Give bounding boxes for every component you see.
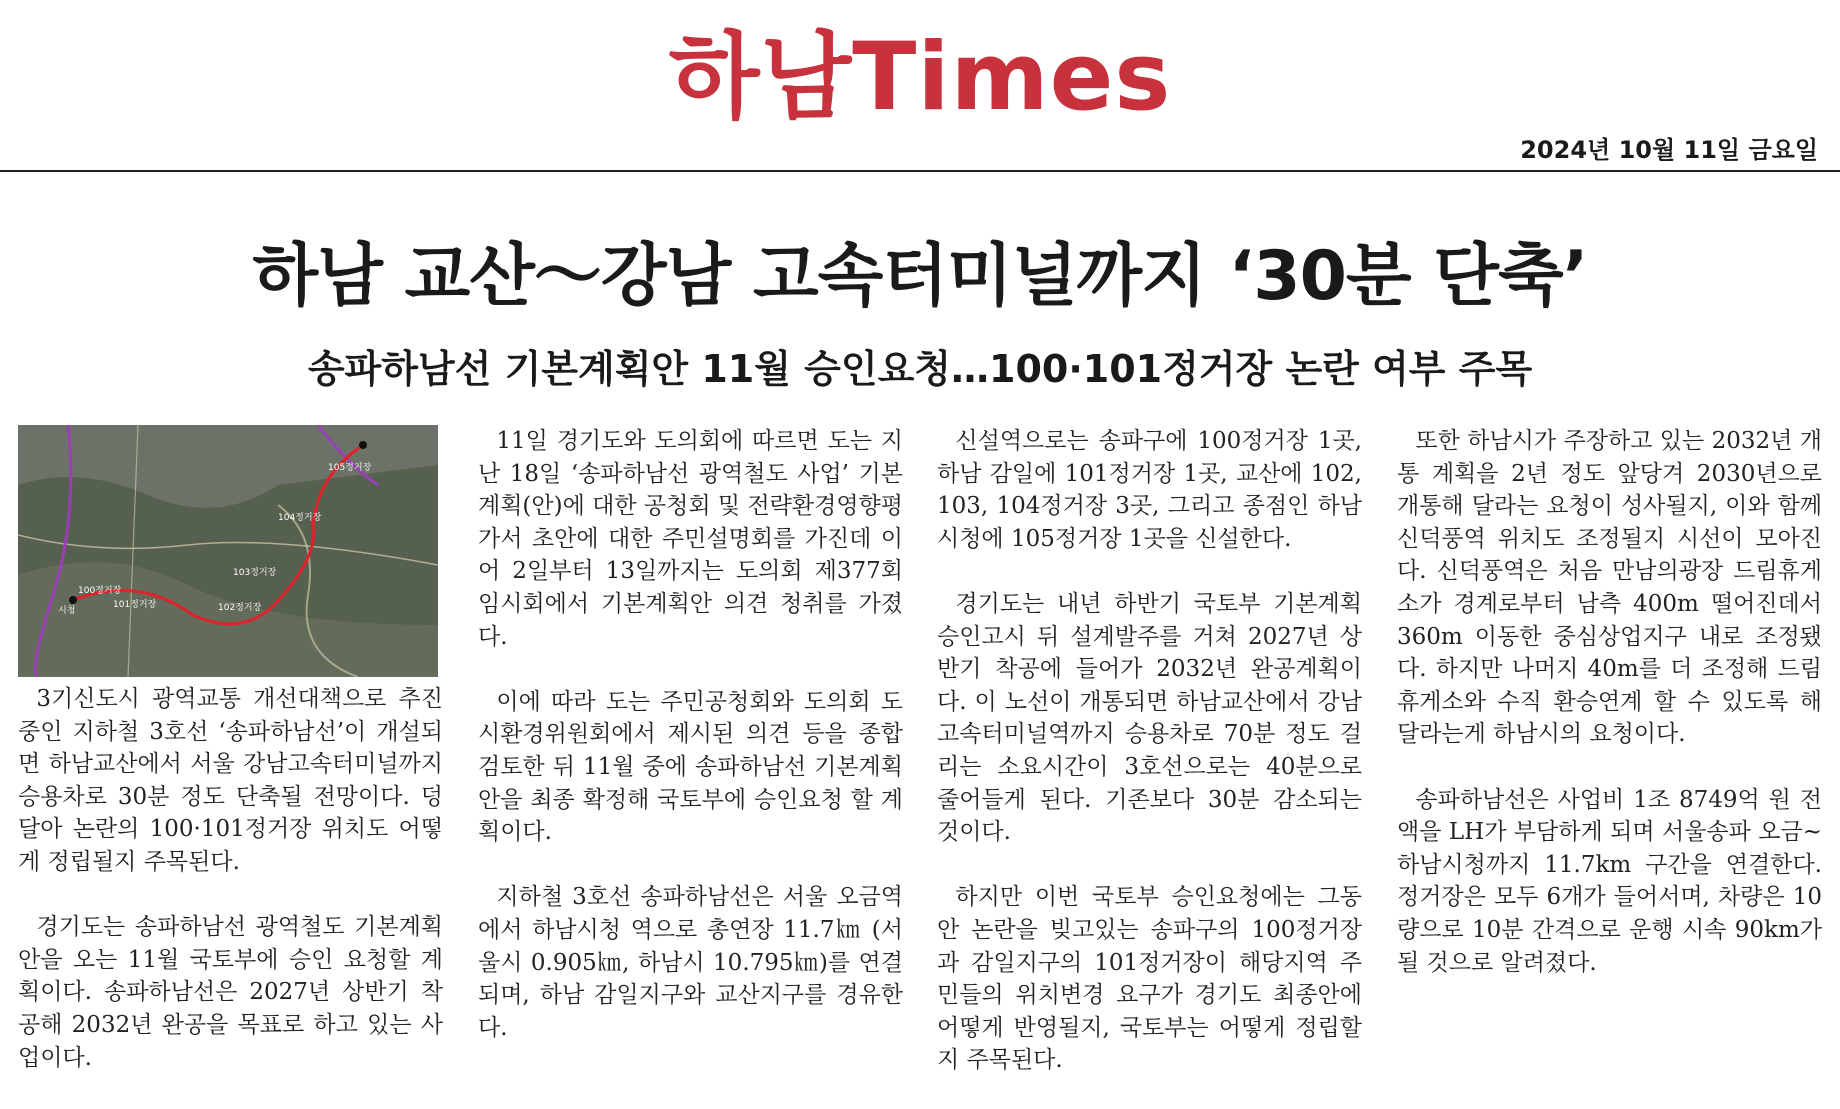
dateline: 2024년 10월 11일 금요일	[1520, 136, 1818, 164]
paragraph: 경기도는 내년 하반기 국토부 기본계획 승인고시 뒤 설계발주를 거쳐 2027년 상반기 착공에 들어가 2032년 완공계획이다. 이 노선이 개통되면 하남교산에서 강남고속터미널역까지 승용차로 70분 정도 걸리는 소요시간이 3호선으로는 40분으로 줄어들게 된다. 기존보다 30분 감소되는 것이다.	[937, 590, 1362, 846]
article-headline: 하남 교산～강남 고속터미널까지 ‘30분 단축’	[252, 237, 1588, 316]
article-column-2	[478, 425, 903, 1077]
paragraph: 또한 하남시가 주장하고 있는 2032년 개통 계획을 2년 정도 앞당겨 2030년으로 개통해 달라는 요청이 성사될지, 이와 함께 신덕풍역 위치도 조정될지 시선이 모아진다. 신덕풍역은 처음 만남의광장 드림휴게소가 경계로부터 남측 400m 떨어진데서 360m 이동한 중심상업지구 내로 조정됐다. 하지만 나머지 40m를 더 조정해 드림휴게소와 수직 환승연계 할 수 있도록 해 달라는게 하남시의 요청이다.	[1397, 428, 1822, 748]
article-column-3	[937, 425, 1362, 1109]
paragraph: 경기도는 송파하남선 광역철도 기본계획안을 오는 11월 국토부에 승인 요청할 계획이다. 송파하남선은 2027년 상반기 착공해 2032년 완공을 목표로 하고 있는 사업이다.	[18, 914, 443, 1071]
paragraph: 이에 따라 도는 주민공청회와 도의회 도시환경위원회에서 제시된 의견 등을 종합 검토한 뒤 11월 중에 송파하남선 기본계획안을 최종 확정해 국토부에 승인요청 할 계획이다.	[478, 688, 903, 846]
map-label: 103정거장	[233, 568, 277, 578]
masthead-title: 하남Times	[668, 23, 1172, 132]
station-dot	[359, 441, 367, 449]
map-label: 시청	[58, 606, 76, 616]
paragraph: 신설역으로는 송파구에 100정거장 1곳, 하남 감일에 101정거장 1곳, 교산에 102, 103, 104정거장 3곳, 그리고 종점인 하남시청에 105정거장 1곳을 신설한다.	[937, 428, 1362, 552]
map-label: 101정거장	[113, 600, 157, 610]
paragraph: 하지만 이번 국토부 승인요청에는 그동안 논란을 빚고있는 송파구의 100정거장과 감일지구의 101정거장이 해당지역 주민들의 위치변경 요구가 경기도 최종안에 어떻게 반영될지, 국토부는 어떻게 정립할지 주목된다.	[937, 884, 1362, 1074]
route-map-svg	[18, 425, 438, 677]
paragraph: 지하철 3호선 송파하남선은 서울 오금역에서 하남시청 역으로 총연장 11.7㎞ (서울시 0.905㎞, 하남시 10.795㎞)를 연결되며, 하남 감일지구와 교산지구를 경유한다.	[478, 884, 903, 1041]
article-column-4	[1397, 425, 1822, 1012]
map-label: 100정거장	[78, 586, 122, 596]
station-dot	[69, 596, 77, 604]
map-label: 104정거장	[278, 513, 322, 523]
map-label: 105정거장	[328, 463, 372, 473]
paragraph: 3기신도시 광역교통 개선대책으로 추진 중인 지하철 3호선 ‘송파하남선’이 개설되면 하남교산에서 서울 강남고속터미널까지 승용차로 30분 정도 단축될 전망이다. 덩달아 논란의 100·101정거장 위치도 어떻게 정립될지 주목된다.	[18, 686, 443, 875]
paragraph: 11일 경기도와 도의회에 따르면 도는 지난 18일 ‘송파하남선 광역철도 사업’ 기본계획(안)에 대한 공청회 및 전략환경영향평가서 초안에 대한 주민설명회를 가진데 이어 2일부터 13일까지는 도의회 제377회 임시회에서 기본계획안 의견 청취를 가졌다.	[478, 428, 903, 650]
article-column-1	[18, 683, 443, 1107]
map-label: 102정거장	[218, 603, 262, 613]
article-subhead: 송파하남선 기본계획안 11월 승인요청…100·101정거장 논란 여부 주목	[307, 347, 1533, 391]
route-map-image	[18, 425, 438, 677]
paragraph: 송파하남선은 사업비 1조 8749억 원 전액을 LH가 부담하게 되며 서울송파 오금~하남시청까지 11.7km 구간을 연결한다. 정거장은 모두 6개가 들어서며, 차량은 10량으로 10분 간격으로 운행 시속 90km가 될 것으로 알려졌다.	[1397, 786, 1822, 976]
header-rule	[0, 170, 1840, 172]
